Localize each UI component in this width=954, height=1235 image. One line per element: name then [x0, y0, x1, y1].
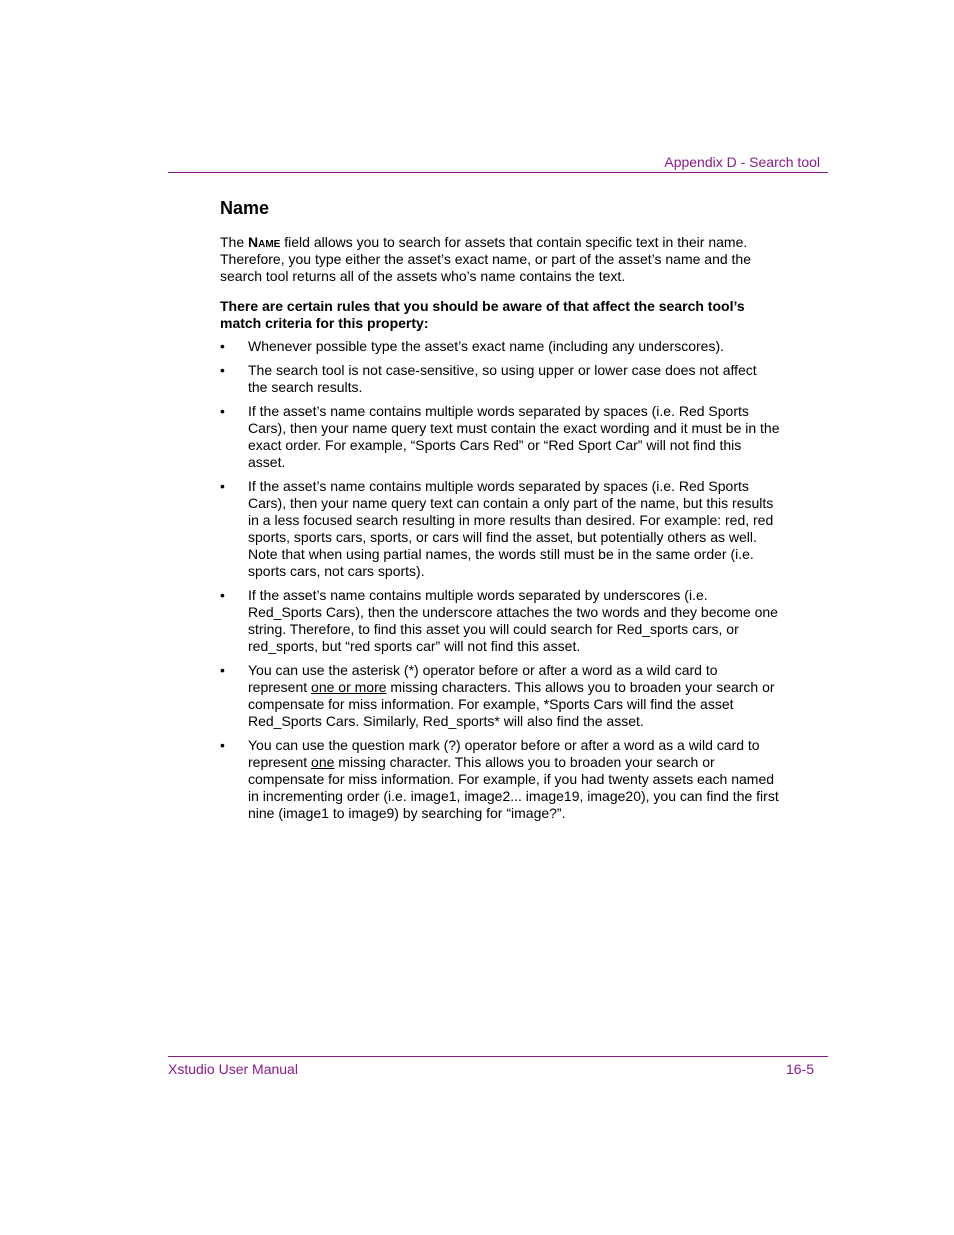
rule-text-pre: You can use the question mark (?) operator before or after a word as a wild card to represent: [248, 737, 760, 770]
list-item: [220, 737, 780, 822]
rule-text-post: missing characters. This allows you to broaden your search or compensate for miss information. For example, *Sports Cars will find the asset Red_Sports Cars. Similarly, Red_sports* will also find the asset.: [248, 679, 775, 729]
bullet: •: [220, 362, 225, 378]
list-item: [220, 403, 780, 471]
list-item: [220, 478, 780, 580]
bullet: •: [220, 403, 225, 419]
rule-text-pre: You can use the asterisk (*) operator before or after a word as a wild card to represent: [248, 662, 718, 695]
rule-text: Whenever possible type the asset’s exact name (including any underscores).: [248, 338, 724, 354]
rule-text: The search tool is not case-sensitive, so using upper or lower case does not affect the search results.: [248, 362, 757, 395]
page-content: [220, 196, 780, 829]
bullet: •: [220, 737, 225, 753]
bullet: •: [220, 587, 225, 603]
list-item: [220, 662, 780, 730]
section-title: Name: [220, 198, 270, 218]
rule-text: If the asset’s name contains multiple words separated by spaces (i.e. Red Sports Cars), then your name query text must contain the exact wording and it must be in the exact order. For example, “Sports Cars Red” or “Red Sport Car” will not find this asset.: [248, 403, 780, 470]
field-name: Name: [248, 234, 281, 250]
list-item: [220, 362, 780, 396]
page-footer: [168, 1056, 828, 1081]
manual-title: Xstudio User Manual: [168, 1061, 298, 1077]
running-header: Appendix D - Search tool: [664, 154, 820, 170]
rules-lead: There are certain rules that you should be aware of that affect the search tool’s match criteria for this property:: [220, 298, 745, 331]
rules-list: [220, 338, 780, 822]
rule-text-post: missing character. This allows you to broaden your search or compensate for miss information. For example, if you had twenty assets each named in incrementing order (i.e. image1, image2... image19, image20), you can find the first nine (image1 to image9) by searching for “image?”.: [248, 754, 779, 821]
intro-pre: The: [220, 234, 249, 250]
page-header: [168, 152, 828, 173]
bullet: •: [220, 662, 225, 678]
rule-text: If the asset’s name contains multiple words separated by spaces (i.e. Red Sports Cars), then your name query text can contain a only part of the name, but this results in a less focused search resulting in more results than desired. For example: red, red sports, sports cars, sports, or cars will find the asset, but potentially others as well. Note that when using partial names, the words still must be in the same order (i.e. sports cars, not cars sports).: [248, 478, 774, 579]
bullet: •: [220, 338, 225, 354]
bullet: •: [220, 478, 225, 494]
underlined-emphasis: one or more: [311, 679, 387, 695]
intro-paragraph: [220, 234, 780, 285]
intro-post: field allows you to search for assets that contain specific text in their name. Therefore, you type either the asset’s exact name, or part of the asset’s name and the search tool returns all of the assets who’s name contains the text.: [220, 234, 752, 284]
rule-text: If the asset’s name contains multiple words separated by underscores (i.e. Red_Sports Cars), then the underscore attaches the two words and they become one string. Therefore, to find this asset you will could search for Red_sports cars, or red_sports, but “red sports car” will not find this asset.: [248, 587, 778, 654]
list-item: [220, 338, 780, 355]
underlined-emphasis: one: [311, 754, 335, 770]
list-item: [220, 587, 780, 655]
page-number: 16-5: [785, 1061, 814, 1077]
